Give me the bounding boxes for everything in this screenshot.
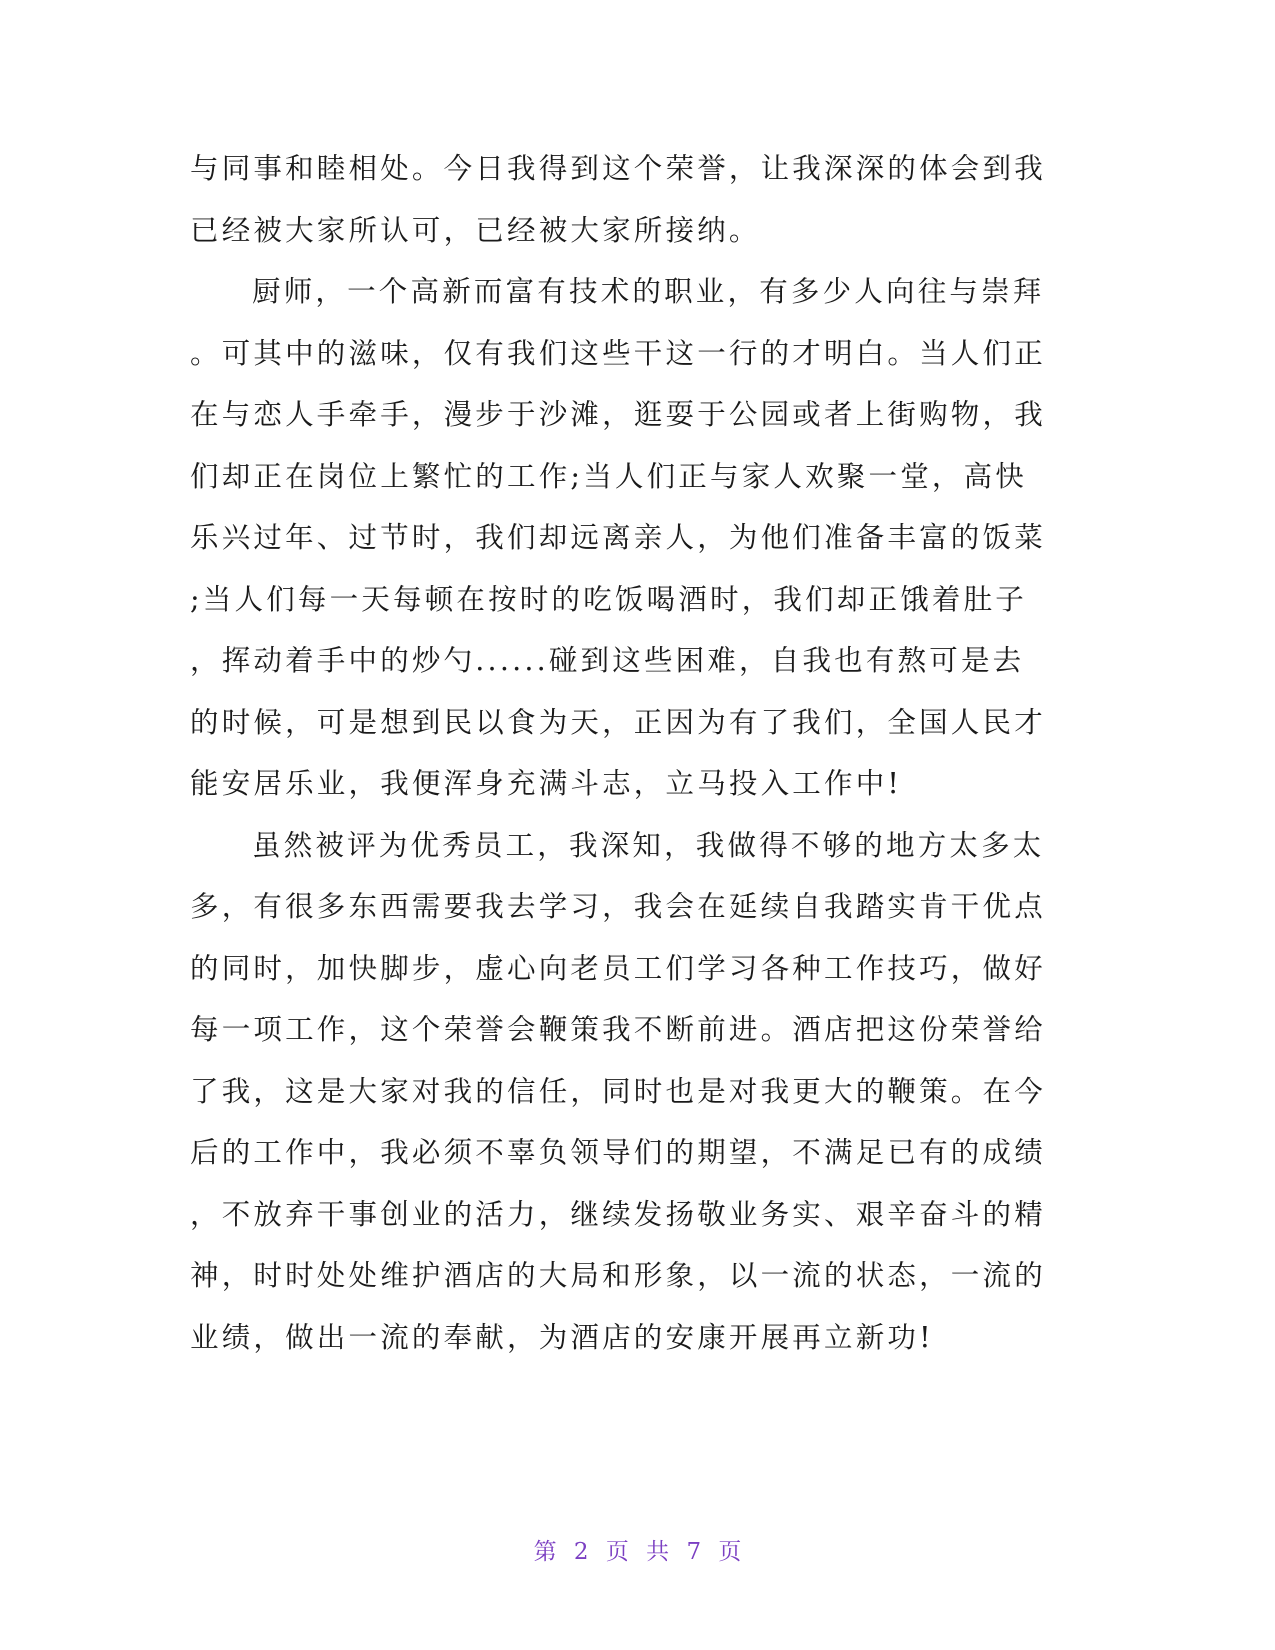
text-line: 与同事和睦相处。今日我得到这个荣誉，让我深深的体会到我 xyxy=(190,152,1046,185)
text-line: ，不放弃干事创业的活力，继续发扬敬业务实、艰辛奋斗的精 xyxy=(190,1197,1046,1231)
text-line: 已经被大家所认可，已经被大家所接纳。 xyxy=(190,213,761,247)
text-line: 能安居乐业，我便浑身充满斗志，立马投入工作中! xyxy=(190,767,903,800)
text-line: 神，时时处处维护酒店的大局和形象，以一流的状态，一流的 xyxy=(190,1259,1046,1292)
text-line: ;当人们每一天每顿在按时的吃饭喝酒时，我们却正饿着肚子 xyxy=(190,582,1028,616)
text-line: 虽然被评为优秀员工，我深知，我做得不够的地方太多太 xyxy=(252,828,1045,862)
text-line: 的时候，可是想到民以食为天，正因为有了我们，全国人民才 xyxy=(190,705,1046,739)
text-line: 厨师，一个高新而富有技术的职业，有多少人向往与崇拜 xyxy=(252,275,1045,308)
text-line: 每一项工作，这个荣誉会鞭策我不断前进。酒店把这份荣誉给 xyxy=(190,1013,1046,1046)
text-line: 多，有很多东西需要我去学习，我会在延续自我踏实肯干优点 xyxy=(190,890,1046,923)
text-line: ，挥动着手中的炒勺......碰到这些困难，自我也有熬可是去 xyxy=(190,644,1025,677)
text-line: 后的工作中，我必须不辜负领导们的期望，不满足已有的成绩 xyxy=(190,1136,1046,1169)
text-line: 乐兴过年、过节时，我们却远离亲人，为他们准备丰富的饭菜 xyxy=(190,521,1046,554)
text-line: 的同时，加快脚步，虚心向老员工们学习各种工作技巧，做好 xyxy=(190,951,1046,985)
document-body xyxy=(190,138,1080,1368)
text-line: 在与恋人手牵手，漫步于沙滩，逛耍于公园或者上街购物，我 xyxy=(190,398,1046,431)
text-line: 们却正在岗位上繁忙的工作;当人们正与家人欢聚一堂，高快 xyxy=(190,459,1028,493)
text-line: 业绩，做出一流的奉献，为酒店的安康开展再立新功! xyxy=(190,1320,934,1354)
text-line: 。可其中的滋味，仅有我们这些干这一行的才明白。当人们正 xyxy=(190,336,1046,370)
page-number-footer: 第 2 页 共 7 页 xyxy=(533,1539,742,1565)
text-line: 了我，这是大家对我的信任，同时也是对我更大的鞭策。在今 xyxy=(190,1074,1046,1108)
